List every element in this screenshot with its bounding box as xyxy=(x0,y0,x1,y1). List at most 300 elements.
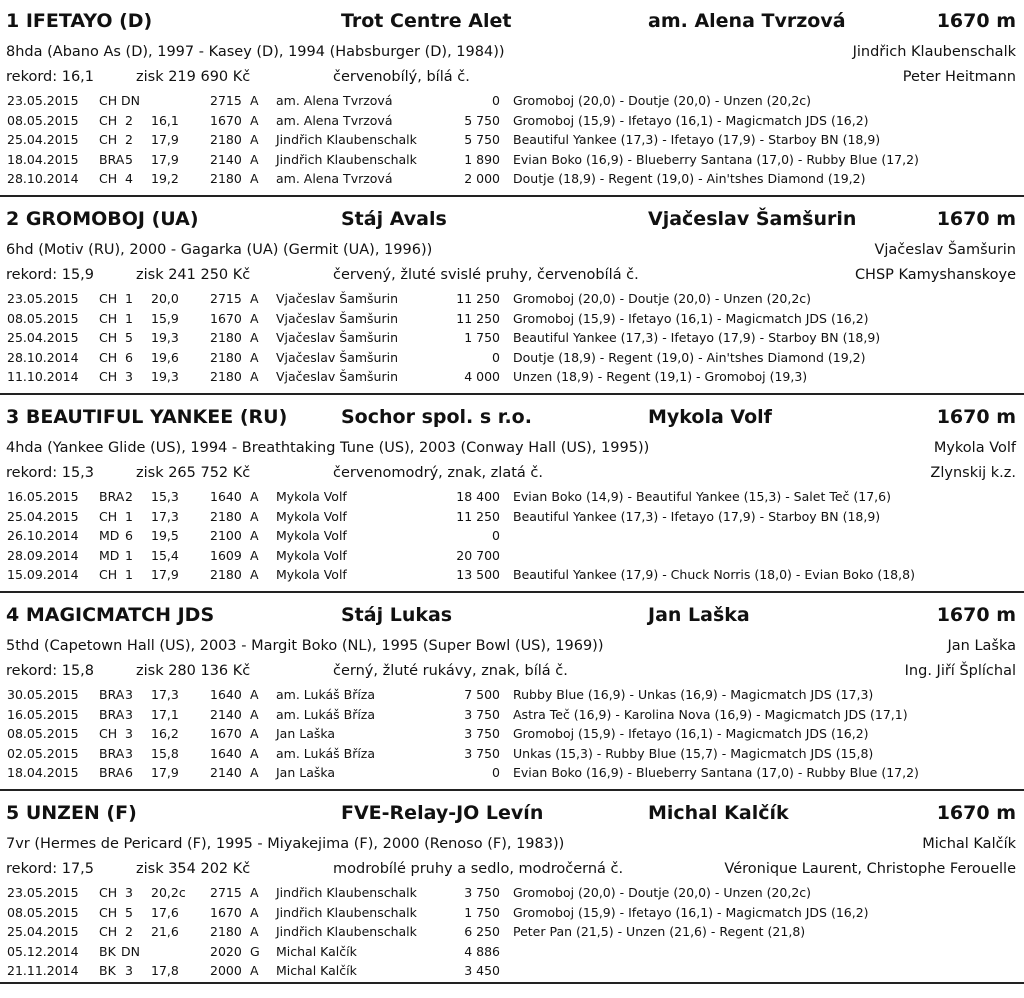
run-category: A xyxy=(250,726,259,742)
run-distance: 2140 xyxy=(210,151,242,167)
run-driver: Vjačeslav Šamšurin xyxy=(276,310,399,326)
run-driver: Michal Kalčík xyxy=(276,943,357,959)
record-line xyxy=(0,861,1024,881)
run-prize: 5 750 xyxy=(464,132,500,148)
run-row xyxy=(0,923,1024,942)
run-driver: Vjačeslav Šamšurin xyxy=(276,330,399,346)
run-date: 25.04.2015 xyxy=(7,132,79,148)
run-driver: Vjačeslav Šamšurin xyxy=(276,349,399,365)
run-row xyxy=(0,706,1024,725)
run-track: CH xyxy=(99,132,118,148)
run-category: A xyxy=(250,687,259,702)
run-driver: am. Lukáš Bříza xyxy=(276,687,376,702)
run-time: 19,3 xyxy=(151,330,179,346)
horse-header xyxy=(0,602,1024,630)
run-category: A xyxy=(250,112,259,128)
run-track: CH xyxy=(99,330,118,346)
horse-entry xyxy=(0,8,1024,206)
horse-trainer: Jan Laška xyxy=(648,604,750,626)
run-prize: 2 000 xyxy=(464,171,500,187)
run-driver: Jindřich Klaubenschalk xyxy=(276,151,417,167)
record-line xyxy=(0,267,1024,287)
run-time: 17,9 xyxy=(151,765,179,781)
run-category: A xyxy=(250,765,259,781)
run-result: Beautiful Yankee (17,3) - Ifetayo (17,9) - Starboy BN (18,9) xyxy=(513,330,881,346)
run-category: A xyxy=(250,132,259,148)
run-place: 3 xyxy=(125,687,133,702)
run-track: BRA xyxy=(99,765,125,781)
run-time: 15,9 xyxy=(151,310,179,326)
run-date: 25.04.2015 xyxy=(7,924,79,940)
run-driver: Mykola Volf xyxy=(276,567,347,583)
horse-owner: Stáj Lukas xyxy=(341,604,453,626)
run-date: 08.05.2015 xyxy=(7,726,79,742)
owner-name: Zlynskij k.z. xyxy=(930,465,1016,481)
run-category: A xyxy=(250,151,259,167)
run-result: Beautiful Yankee (17,9) - Chuck Norris (18,0) - Evian Boko (18,8) xyxy=(513,567,915,583)
horse-header xyxy=(0,206,1024,234)
run-prize: 11 250 xyxy=(456,310,500,326)
run-result: Beautiful Yankee (17,3) - Ifetayo (17,9) - Starboy BN (18,9) xyxy=(513,132,881,148)
run-category: A xyxy=(250,489,259,504)
run-row xyxy=(0,527,1024,546)
run-driver: Mykola Volf xyxy=(276,489,347,504)
run-category: A xyxy=(250,330,259,346)
run-track: CH xyxy=(99,508,118,524)
run-time: 20,2c xyxy=(151,885,186,900)
run-result: Peter Pan (21,5) - Unzen (21,6) - Regent (21,8) xyxy=(513,924,806,940)
run-distance: 2180 xyxy=(210,349,242,365)
run-prize: 3 750 xyxy=(464,706,500,722)
earnings: zisk 354 202 Kč xyxy=(136,861,251,877)
run-track: CH xyxy=(99,885,118,900)
run-date: 28.10.2014 xyxy=(7,171,79,187)
run-distance: 1670 xyxy=(210,904,242,920)
run-category: A xyxy=(250,171,259,187)
run-prize: 5 750 xyxy=(464,112,500,128)
pedigree-line xyxy=(0,44,1024,64)
run-date: 25.04.2015 xyxy=(7,508,79,524)
run-driver: Jan Laška xyxy=(276,765,336,781)
race-distance: 1670 m xyxy=(936,406,1016,428)
record-line xyxy=(0,663,1024,683)
run-result: Gromoboj (20,0) - Doutje (20,0) - Unzen (20,2c) xyxy=(513,885,812,900)
run-driver: Jindřich Klaubenschalk xyxy=(276,924,417,940)
horse-name: 2 GROMOBOJ (UA) xyxy=(6,208,199,230)
run-time: 19,3 xyxy=(151,369,179,385)
pedigree-line xyxy=(0,242,1024,262)
run-result: Gromoboj (15,9) - Ifetayo (16,1) - Magicmatch JDS (16,2) xyxy=(513,904,869,920)
pedigree: 7vr (Hermes de Pericard (F), 1995 - Miyakejima (F), 2000 (Renoso (F), 1983)) xyxy=(6,836,565,852)
run-row xyxy=(0,488,1024,507)
run-prize: 20 700 xyxy=(456,547,500,563)
run-place: 2 xyxy=(125,132,133,148)
run-driver: am. Alena Tvrzová xyxy=(276,171,393,187)
run-place: 4 xyxy=(125,171,133,187)
run-date: 23.05.2015 xyxy=(7,885,79,900)
run-result: Astra Teč (16,9) - Karolina Nova (16,9) - Magicmatch JDS (17,1) xyxy=(513,706,908,722)
owner-name: Peter Heitmann xyxy=(902,69,1016,85)
run-track: BRA xyxy=(99,745,125,761)
run-time: 16,2 xyxy=(151,726,179,742)
run-place: 1 xyxy=(125,547,133,563)
run-distance: 2020 xyxy=(210,943,242,959)
run-driver: Jan Laška xyxy=(276,726,336,742)
racing-colors: červenomodrý, znak, zlatá č. xyxy=(333,465,543,481)
run-row xyxy=(0,290,1024,309)
run-track: CH xyxy=(99,567,118,583)
run-track: MD xyxy=(99,528,120,544)
run-date: 18.04.2015 xyxy=(7,151,79,167)
run-date: 16.05.2015 xyxy=(7,489,79,504)
run-place: 6 xyxy=(125,765,133,781)
run-category: A xyxy=(250,369,259,385)
run-place: 2 xyxy=(125,924,133,940)
run-place: 3 xyxy=(125,885,133,900)
run-distance: 2180 xyxy=(210,567,242,583)
run-prize: 0 xyxy=(492,349,500,365)
run-driver: Jindřich Klaubenschalk xyxy=(276,904,417,920)
run-time: 17,9 xyxy=(151,151,179,167)
breeder: Jindřich Klaubenschalk xyxy=(852,44,1016,60)
run-distance: 1609 xyxy=(210,547,242,563)
run-place: 2 xyxy=(125,489,133,504)
horse-name: 1 IFETAYO (D) xyxy=(6,10,153,32)
run-time: 19,5 xyxy=(151,528,179,544)
run-place: 1 xyxy=(125,310,133,326)
horse-entry xyxy=(0,800,1024,998)
run-distance: 2180 xyxy=(210,508,242,524)
run-place: DN xyxy=(121,93,140,108)
earnings: zisk 241 250 Kč xyxy=(136,267,251,283)
run-distance: 2180 xyxy=(210,924,242,940)
run-date: 28.10.2014 xyxy=(7,349,79,365)
pedigree: 5thd (Capetown Hall (US), 2003 - Margit Boko (NL), 1995 (Super Bowl (US), 1969)) xyxy=(6,638,604,654)
record: rekord: 16,1 xyxy=(6,69,95,85)
run-place: 3 xyxy=(125,369,133,385)
run-track: BRA xyxy=(99,151,125,167)
run-category: A xyxy=(250,349,259,365)
run-date: 23.05.2015 xyxy=(7,93,79,108)
recent-runs-table xyxy=(0,92,1024,190)
horse-trainer: Vjačeslav Šamšurin xyxy=(648,208,857,230)
run-category: A xyxy=(250,310,259,326)
run-prize: 1 750 xyxy=(464,330,500,346)
run-category: A xyxy=(250,291,259,306)
run-row xyxy=(0,170,1024,189)
run-track: CH xyxy=(99,112,118,128)
run-category: A xyxy=(250,547,259,563)
run-time: 15,3 xyxy=(151,489,179,504)
run-track: BRA xyxy=(99,706,125,722)
run-result: Doutje (18,9) - Regent (19,0) - Ain'tshes Diamond (19,2) xyxy=(513,349,866,365)
run-distance: 1670 xyxy=(210,310,242,326)
run-prize: 18 400 xyxy=(456,489,500,504)
recent-runs-table xyxy=(0,488,1024,586)
run-track: BRA xyxy=(99,489,125,504)
horse-owner: FVE-Relay-JO Levín xyxy=(341,802,544,824)
section-divider xyxy=(0,393,1024,395)
breeder: Jan Laška xyxy=(947,638,1016,654)
run-category: G xyxy=(250,943,260,959)
run-prize: 6 250 xyxy=(464,924,500,940)
run-track: BK xyxy=(99,963,116,979)
run-driver: Michal Kalčík xyxy=(276,963,357,979)
run-date: 16.05.2015 xyxy=(7,706,79,722)
breeder: Mykola Volf xyxy=(933,440,1016,456)
run-prize: 0 xyxy=(492,765,500,781)
run-row xyxy=(0,329,1024,348)
run-track: CH xyxy=(99,171,118,187)
run-row xyxy=(0,686,1024,705)
run-date: 02.05.2015 xyxy=(7,745,79,761)
run-place: 1 xyxy=(125,291,133,306)
horse-header xyxy=(0,8,1024,36)
horse-owner: Sochor spol. s r.o. xyxy=(341,406,532,428)
run-prize: 4 000 xyxy=(464,369,500,385)
run-time: 17,9 xyxy=(151,132,179,148)
horse-header xyxy=(0,404,1024,432)
run-distance: 1670 xyxy=(210,112,242,128)
run-track: CH xyxy=(99,924,118,940)
run-place: DN xyxy=(121,943,140,959)
run-row xyxy=(0,547,1024,566)
run-category: A xyxy=(250,706,259,722)
run-prize: 11 250 xyxy=(456,508,500,524)
run-prize: 3 750 xyxy=(464,745,500,761)
run-row xyxy=(0,745,1024,764)
run-row xyxy=(0,508,1024,527)
run-place: 1 xyxy=(125,567,133,583)
run-distance: 1670 xyxy=(210,726,242,742)
pedigree: 6hd (Motiv (RU), 2000 - Gagarka (UA) (Germit (UA), 1996)) xyxy=(6,242,433,258)
horse-entry xyxy=(0,404,1024,602)
run-prize: 3 450 xyxy=(464,963,500,979)
owner-name: Ing. Jiří Šplíchal xyxy=(904,663,1016,679)
run-prize: 7 500 xyxy=(464,687,500,702)
run-driver: Jindřich Klaubenschalk xyxy=(276,885,417,900)
run-track: CH xyxy=(99,93,118,108)
run-distance: 2100 xyxy=(210,528,242,544)
run-date: 11.10.2014 xyxy=(7,369,79,385)
run-distance: 2180 xyxy=(210,369,242,385)
run-time: 17,3 xyxy=(151,687,179,702)
horse-trainer: Mykola Volf xyxy=(648,406,772,428)
earnings: zisk 280 136 Kč xyxy=(136,663,251,679)
horse-name: 3 BEAUTIFUL YANKEE (RU) xyxy=(6,406,288,428)
run-date: 26.10.2014 xyxy=(7,528,79,544)
section-divider xyxy=(0,982,1024,984)
run-row xyxy=(0,131,1024,150)
run-distance: 2180 xyxy=(210,330,242,346)
run-distance: 2000 xyxy=(210,963,242,979)
run-distance: 2180 xyxy=(210,171,242,187)
section-divider xyxy=(0,591,1024,593)
run-date: 23.05.2015 xyxy=(7,291,79,306)
run-prize: 1 750 xyxy=(464,904,500,920)
race-distance: 1670 m xyxy=(936,604,1016,626)
racing-colors: černý, žluté rukávy, znak, bílá č. xyxy=(333,663,568,679)
run-row xyxy=(0,310,1024,329)
run-prize: 1 890 xyxy=(464,151,500,167)
run-category: A xyxy=(250,528,259,544)
run-row xyxy=(0,962,1024,981)
run-place: 6 xyxy=(125,528,133,544)
run-category: A xyxy=(250,93,259,108)
run-place: 5 xyxy=(125,151,133,167)
run-category: A xyxy=(250,508,259,524)
race-distance: 1670 m xyxy=(936,802,1016,824)
run-date: 08.05.2015 xyxy=(7,904,79,920)
run-distance: 2140 xyxy=(210,706,242,722)
record: rekord: 15,9 xyxy=(6,267,95,283)
run-result: Gromoboj (15,9) - Ifetayo (16,1) - Magicmatch JDS (16,2) xyxy=(513,310,869,326)
run-track: CH xyxy=(99,369,118,385)
run-track: CH xyxy=(99,349,118,365)
owner-name: CHSP Kamyshanskoye xyxy=(854,267,1016,283)
horse-header xyxy=(0,800,1024,828)
run-date: 25.04.2015 xyxy=(7,330,79,346)
record-line xyxy=(0,69,1024,89)
pedigree-line xyxy=(0,836,1024,856)
horse-owner: Trot Centre Alet xyxy=(341,10,512,32)
run-driver: Mykola Volf xyxy=(276,547,347,563)
run-date: 08.05.2015 xyxy=(7,310,79,326)
run-time: 20,0 xyxy=(151,291,179,306)
run-result: Gromoboj (15,9) - Ifetayo (16,1) - Magicmatch JDS (16,2) xyxy=(513,112,869,128)
run-date: 30.05.2015 xyxy=(7,687,79,702)
run-driver: am. Lukáš Bříza xyxy=(276,745,376,761)
run-date: 15.09.2014 xyxy=(7,567,79,583)
run-time: 17,8 xyxy=(151,963,179,979)
run-result: Evian Boko (16,9) - Blueberry Santana (17,0) - Rubby Blue (17,2) xyxy=(513,765,919,781)
horse-trainer: am. Alena Tvrzová xyxy=(648,10,846,32)
run-place: 3 xyxy=(125,706,133,722)
run-place: 3 xyxy=(125,745,133,761)
run-row xyxy=(0,943,1024,962)
record: rekord: 15,8 xyxy=(6,663,95,679)
run-category: A xyxy=(250,885,259,900)
run-time: 21,6 xyxy=(151,924,179,940)
run-row xyxy=(0,566,1024,585)
run-category: A xyxy=(250,567,259,583)
run-row xyxy=(0,112,1024,131)
run-category: A xyxy=(250,924,259,940)
run-result: Evian Boko (16,9) - Blueberry Santana (17,0) - Rubby Blue (17,2) xyxy=(513,151,919,167)
pedigree: 4hda (Yankee Glide (US), 1994 - Breathtaking Tune (US), 2003 (Conway Hall (US), 1995)) xyxy=(6,440,650,456)
run-prize: 0 xyxy=(492,93,500,108)
run-prize: 13 500 xyxy=(456,567,500,583)
run-driver: am. Alena Tvrzová xyxy=(276,93,393,108)
horse-name: 4 MAGICMATCH JDS xyxy=(6,604,215,626)
horse-entry xyxy=(0,206,1024,404)
section-divider xyxy=(0,789,1024,791)
breeder: Vjačeslav Šamšurin xyxy=(874,242,1016,258)
recent-runs-table xyxy=(0,884,1024,982)
horse-owner: Stáj Avals xyxy=(341,208,447,230)
run-place: 5 xyxy=(125,904,133,920)
run-result: Evian Boko (14,9) - Beautiful Yankee (15,3) - Salet Teč (17,6) xyxy=(513,489,891,504)
run-result: Unzen (18,9) - Regent (19,1) - Gromoboj (19,3) xyxy=(513,369,808,385)
race-distance: 1670 m xyxy=(936,208,1016,230)
run-track: MD xyxy=(99,547,120,563)
run-row xyxy=(0,151,1024,170)
run-date: 21.11.2014 xyxy=(7,963,79,979)
run-date: 18.04.2015 xyxy=(7,765,79,781)
run-prize: 0 xyxy=(492,528,500,544)
run-row xyxy=(0,764,1024,783)
run-time: 17,6 xyxy=(151,904,179,920)
run-driver: am. Lukáš Bříza xyxy=(276,706,376,722)
run-place: 5 xyxy=(125,330,133,346)
run-track: CH xyxy=(99,904,118,920)
run-time: 17,9 xyxy=(151,567,179,583)
record-line xyxy=(0,465,1024,485)
run-date: 05.12.2014 xyxy=(7,943,79,959)
run-row xyxy=(0,92,1024,111)
run-row xyxy=(0,884,1024,903)
run-date: 08.05.2015 xyxy=(7,112,79,128)
run-place: 1 xyxy=(125,508,133,524)
run-time: 19,6 xyxy=(151,349,179,365)
run-result: Rubby Blue (16,9) - Unkas (16,9) - Magicmatch JDS (17,3) xyxy=(513,687,874,702)
run-track: CH xyxy=(99,310,118,326)
run-result: Gromoboj (15,9) - Ifetayo (16,1) - Magicmatch JDS (16,2) xyxy=(513,726,869,742)
breeder: Michal Kalčík xyxy=(922,836,1016,852)
run-place: 2 xyxy=(125,112,133,128)
run-time: 17,1 xyxy=(151,706,179,722)
run-place: 3 xyxy=(125,726,133,742)
run-category: A xyxy=(250,745,259,761)
record: rekord: 17,5 xyxy=(6,861,95,877)
section-divider xyxy=(0,195,1024,197)
run-distance: 1640 xyxy=(210,489,242,504)
run-category: A xyxy=(250,963,259,979)
run-row xyxy=(0,725,1024,744)
run-place: 3 xyxy=(125,963,133,979)
run-distance: 2140 xyxy=(210,765,242,781)
run-result: Unkas (15,3) - Rubby Blue (15,7) - Magicmatch JDS (15,8) xyxy=(513,745,874,761)
recent-runs-table xyxy=(0,290,1024,388)
run-driver: Jindřich Klaubenschalk xyxy=(276,132,417,148)
run-row xyxy=(0,349,1024,368)
earnings: zisk 219 690 Kč xyxy=(136,69,251,85)
run-distance: 2715 xyxy=(210,93,242,108)
run-time: 17,3 xyxy=(151,508,179,524)
run-distance: 1640 xyxy=(210,745,242,761)
run-time: 19,2 xyxy=(151,171,179,187)
run-row xyxy=(0,904,1024,923)
horse-name: 5 UNZEN (F) xyxy=(6,802,137,824)
run-prize: 3 750 xyxy=(464,885,500,900)
run-time: 16,1 xyxy=(151,112,179,128)
run-driver: Vjačeslav Šamšurin xyxy=(276,291,399,306)
run-track: BK xyxy=(99,943,116,959)
horse-trainer: Michal Kalčík xyxy=(648,802,789,824)
race-distance: 1670 m xyxy=(936,10,1016,32)
run-result: Gromoboj (20,0) - Doutje (20,0) - Unzen (20,2c) xyxy=(513,93,812,108)
pedigree-line xyxy=(0,638,1024,658)
owner-name: Véronique Laurent, Christophe Ferouelle xyxy=(724,861,1016,877)
run-row xyxy=(0,368,1024,387)
run-place: 6 xyxy=(125,349,133,365)
earnings: zisk 265 752 Kč xyxy=(136,465,251,481)
run-prize: 11 250 xyxy=(456,291,500,306)
pedigree-line xyxy=(0,440,1024,460)
run-date: 28.09.2014 xyxy=(7,547,79,563)
run-category: A xyxy=(250,904,259,920)
record: rekord: 15,3 xyxy=(6,465,95,481)
